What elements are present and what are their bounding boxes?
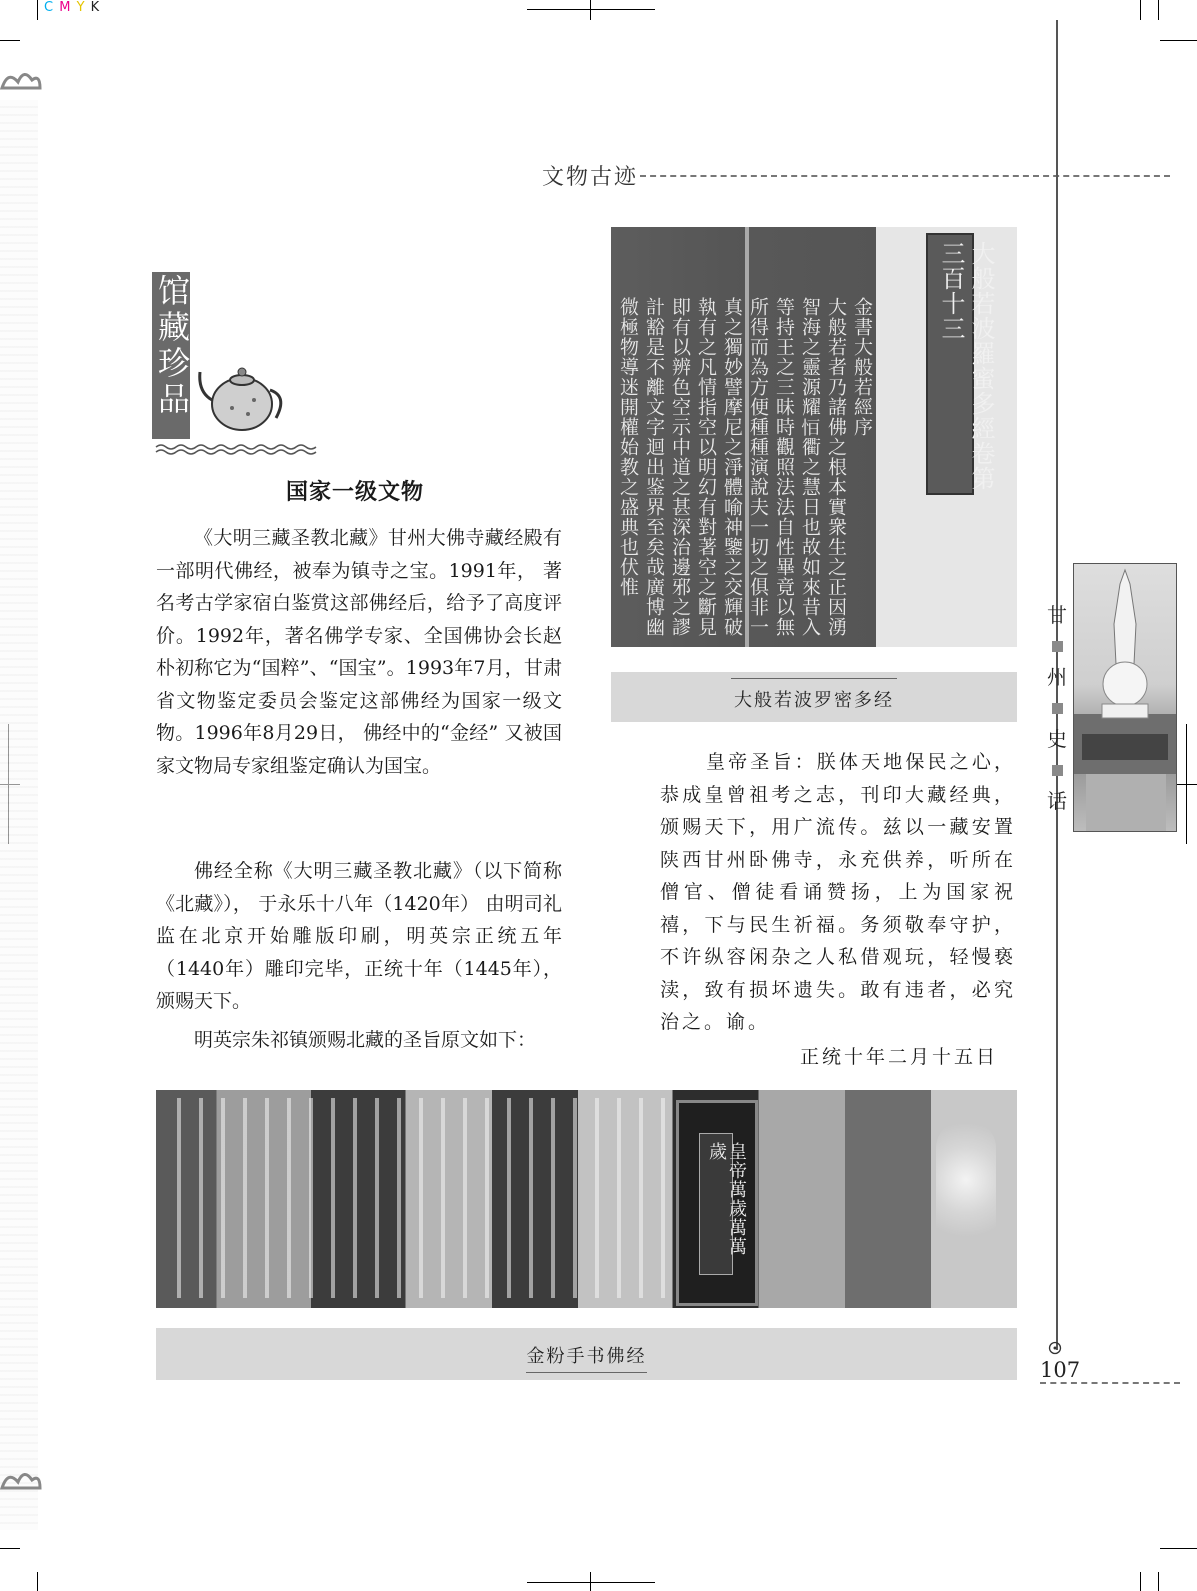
cmyk-color-marks	[44, 0, 100, 15]
article-paragraph-2: 佛经全称《大明三藏圣教北藏》（以下简称 《北藏》）， 于永乐十八年（1420年） 由明司礼监在北京开始雕版印刷，明英宗正统五年（1440年）雕印完毕，正统十年（1445年），颁赐天下。	[156, 860, 562, 1012]
sidebar-char: 话	[1047, 789, 1067, 813]
caption-rule	[526, 1372, 647, 1373]
crop-mark	[1158, 1572, 1159, 1591]
sidebar-square-bullet	[1052, 703, 1063, 714]
plaque-inscription-frame	[699, 1133, 747, 1275]
caption-rule	[731, 678, 897, 679]
sutra-column: 所得而為方便種種演說夫一切之俱非一	[747, 297, 769, 637]
sutra-column: 金書大般若經序	[851, 297, 873, 437]
scroll-center-plaque	[676, 1100, 758, 1306]
sidebar-char: 甘	[1047, 603, 1067, 627]
sidebar-char: 史	[1047, 727, 1067, 751]
section-title: 文物古迹	[542, 165, 639, 190]
crop-mark	[37, 0, 38, 20]
sutra-column: 微極物導迷開權始教之盛典也伏惟	[617, 297, 639, 597]
footer-dashed-rule	[1040, 1382, 1180, 1384]
crop-mark	[1140, 0, 1141, 20]
buddha-figure-image	[936, 1120, 996, 1270]
color-mark-y: Y	[76, 0, 86, 15]
sidebar-series-title	[1044, 600, 1070, 817]
crop-mark	[0, 1548, 20, 1549]
sutra-column: 等持王之三昧時觀照法法自性畢竟以無	[773, 297, 795, 637]
page-dot-icon	[1048, 1340, 1062, 1354]
sutra-column: 執有之凡情指空以明幻有對著空之斷見	[695, 297, 717, 637]
sutra-text-block	[611, 291, 877, 647]
sutra-column: 即有以辨色空示中道之甚深治邊邪之謬	[669, 297, 691, 637]
crop-mark	[1158, 0, 1159, 20]
article-paragraph-3: 明英宗朱祁镇颁赐北藏的圣旨原文如下：	[194, 1029, 537, 1051]
sidebar-square-bullet	[1052, 765, 1063, 776]
caption-box-top	[611, 672, 1017, 722]
cloud-ornament	[0, 1460, 42, 1500]
sutra-title-text: 大般若波羅蜜多經卷第三百十三	[937, 241, 995, 491]
decree-date: 正统十年二月十五日	[800, 1046, 999, 1068]
sutra-column: 真之獨妙譬摩尼之淨體喻神鑒之交輝破	[721, 297, 743, 637]
registration-mark	[527, 9, 655, 10]
crop-mark	[0, 40, 20, 41]
gold-sutra-scroll-photo	[156, 1090, 1017, 1308]
sutra-column: 計豁是不離文字迴出鉴界至矣哉廣博幽	[643, 297, 665, 637]
registration-mark	[590, 0, 591, 20]
color-mark-c: C	[44, 0, 55, 15]
crop-mark	[1140, 1572, 1141, 1591]
collection-banner	[152, 272, 190, 439]
sutra-title-strip	[926, 233, 995, 495]
sidebar-square-bullet	[1052, 641, 1063, 652]
crop-mark	[1160, 40, 1197, 41]
page-number: 107	[1040, 1358, 1081, 1382]
color-mark-k: K	[90, 0, 101, 15]
margin-pattern	[0, 100, 38, 1530]
sutra-column: 大般若者乃諸佛之根本實衆生之正因湧	[825, 297, 847, 637]
header-dashed-rule	[640, 175, 1170, 177]
sidebar-char: 州	[1047, 665, 1067, 689]
crop-mark	[1177, 784, 1197, 785]
teapot-icon	[196, 352, 288, 442]
registration-mark	[590, 1572, 591, 1591]
sutra-column: 智海之靈源耀𢘆衢之慧日也故如來昔入	[799, 297, 821, 637]
registration-mark	[527, 1582, 655, 1583]
caption-bottom: 金粉手书佛经	[526, 1346, 647, 1367]
crop-mark	[1186, 724, 1187, 844]
crop-mark	[37, 1572, 38, 1591]
caption-top: 大般若波罗密多经	[734, 690, 894, 711]
cloud-ornament	[0, 60, 42, 100]
imperial-decree: 皇帝圣旨：朕体天地保民之心，恭成皇曾祖考之志，刊印大藏经典，颁赐天下，用广流传。兹以一藏安置陕西甘州卧佛寺，永充供养，听所在僧官、僧徒看诵赞扬，上为国家祝禧，下与民生祈福。务须敬奉守护，不许纵容闲杂之人私借观玩，轻慢亵渎，致有损坏遗失。敢有违者，必究治之。谕。	[660, 751, 1016, 1033]
article-heading: 国家一级文物	[286, 479, 425, 505]
pagoda-photo	[1073, 563, 1177, 832]
caption-box-bottom	[156, 1328, 1017, 1380]
color-mark-m: M	[59, 0, 72, 15]
crop-mark	[1160, 1548, 1197, 1549]
plaque-inscription: 皇帝萬歲萬萬歲	[706, 1142, 747, 1256]
banner-label: 馆藏珍品	[153, 274, 191, 418]
sutra-photo	[611, 227, 1017, 647]
scroll-text-columns	[168, 1098, 668, 1298]
wave-divider	[156, 440, 314, 452]
article-paragraph-1: 《大明三藏圣教北藏》甘州大佛寺藏经殿有一部明代佛经，被奉为镇寺之宝。1991年， 著名考古学家宿白鉴赏这部佛经后，给予了高度评价。1992年，著名佛学专家、全国佛协会长赵朴初称它为“国粹”、“国宝”。1993年7月，甘肃省文物鉴定委员会鉴定这部佛经为国家一级文物。1996年8月29日， 佛经中的“金经” 又被国家文物局专家组鉴定确认为国宝。	[156, 527, 562, 777]
